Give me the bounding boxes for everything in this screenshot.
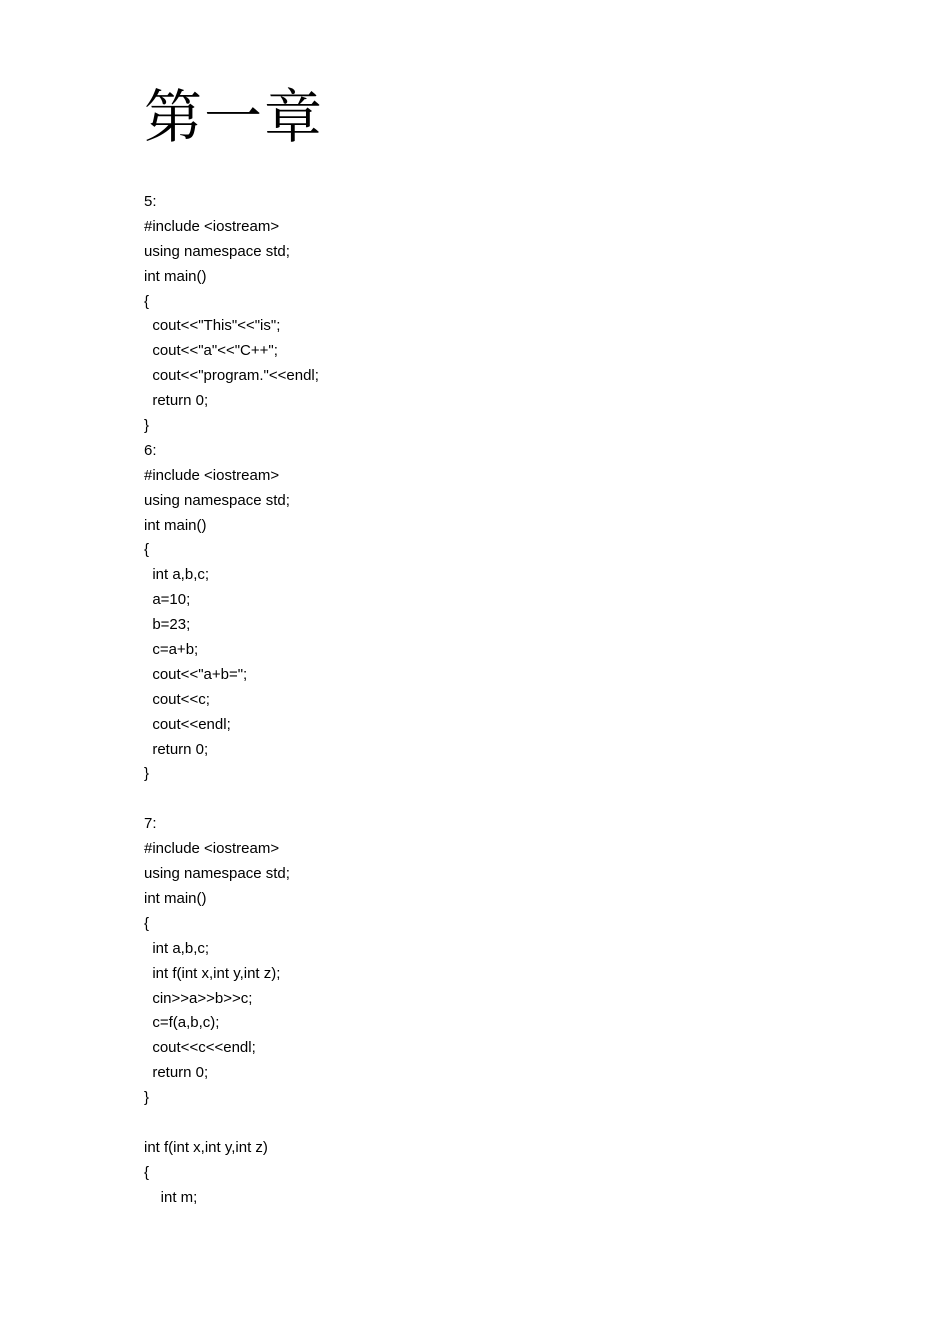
code-line: int f(int x,int y,int z)	[144, 1138, 268, 1156]
code-line: c=a+b;	[144, 641, 199, 659]
code-line: {	[144, 914, 150, 932]
code-line: cout<<c<<endl;	[144, 1039, 256, 1057]
code-line: cout<<endl;	[144, 715, 231, 733]
code-line: cout<<c;	[144, 690, 210, 708]
code-line: int a,b,c;	[144, 939, 210, 957]
code-line: cout<<"a"<<"C++";	[144, 342, 278, 360]
code-line: cout<<"This"<<"is";	[144, 317, 281, 335]
code-line: }	[144, 765, 150, 783]
code-line: {	[144, 541, 150, 559]
code-line: return 0;	[144, 740, 209, 758]
code-line: #include <iostream>	[144, 466, 280, 484]
code-line	[144, 1111, 319, 1136]
code-line: int main()	[144, 516, 207, 534]
code-line: using namespace std;	[144, 242, 290, 260]
code-line: cin>>a>>b>>c;	[144, 989, 253, 1007]
code-line: {	[144, 1163, 150, 1181]
code-line: #include <iostream>	[144, 840, 280, 858]
code-line: return 0;	[144, 1064, 209, 1082]
code-line: c=f(a,b,c);	[144, 1014, 220, 1032]
chapter-title: 第一章	[144, 83, 325, 151]
code-line: 5:	[144, 193, 157, 210]
code-line: using namespace std;	[144, 865, 290, 883]
code-line: 7:	[144, 815, 157, 833]
code-line: b=23;	[144, 616, 191, 634]
code-line: using namespace std;	[144, 491, 290, 509]
code-line: 6:	[144, 441, 157, 459]
code-line: cout<<"a+b=";	[144, 665, 248, 683]
code-line: cout<<"program."<<endl;	[144, 367, 319, 385]
code-line: }	[144, 417, 150, 435]
code-listing	[144, 190, 319, 1211]
code-line: {	[144, 292, 150, 310]
code-line: int main()	[144, 267, 207, 285]
code-line: int f(int x,int y,int z);	[144, 964, 281, 982]
code-line	[144, 787, 319, 812]
code-line: return 0;	[144, 392, 209, 410]
code-line: }	[144, 1089, 150, 1107]
code-line: a=10;	[144, 591, 191, 609]
code-line: #include <iostream>	[144, 217, 280, 235]
code-line: int main()	[144, 889, 207, 907]
code-line: int a,b,c;	[144, 566, 210, 584]
code-line: int m;	[144, 1188, 198, 1206]
